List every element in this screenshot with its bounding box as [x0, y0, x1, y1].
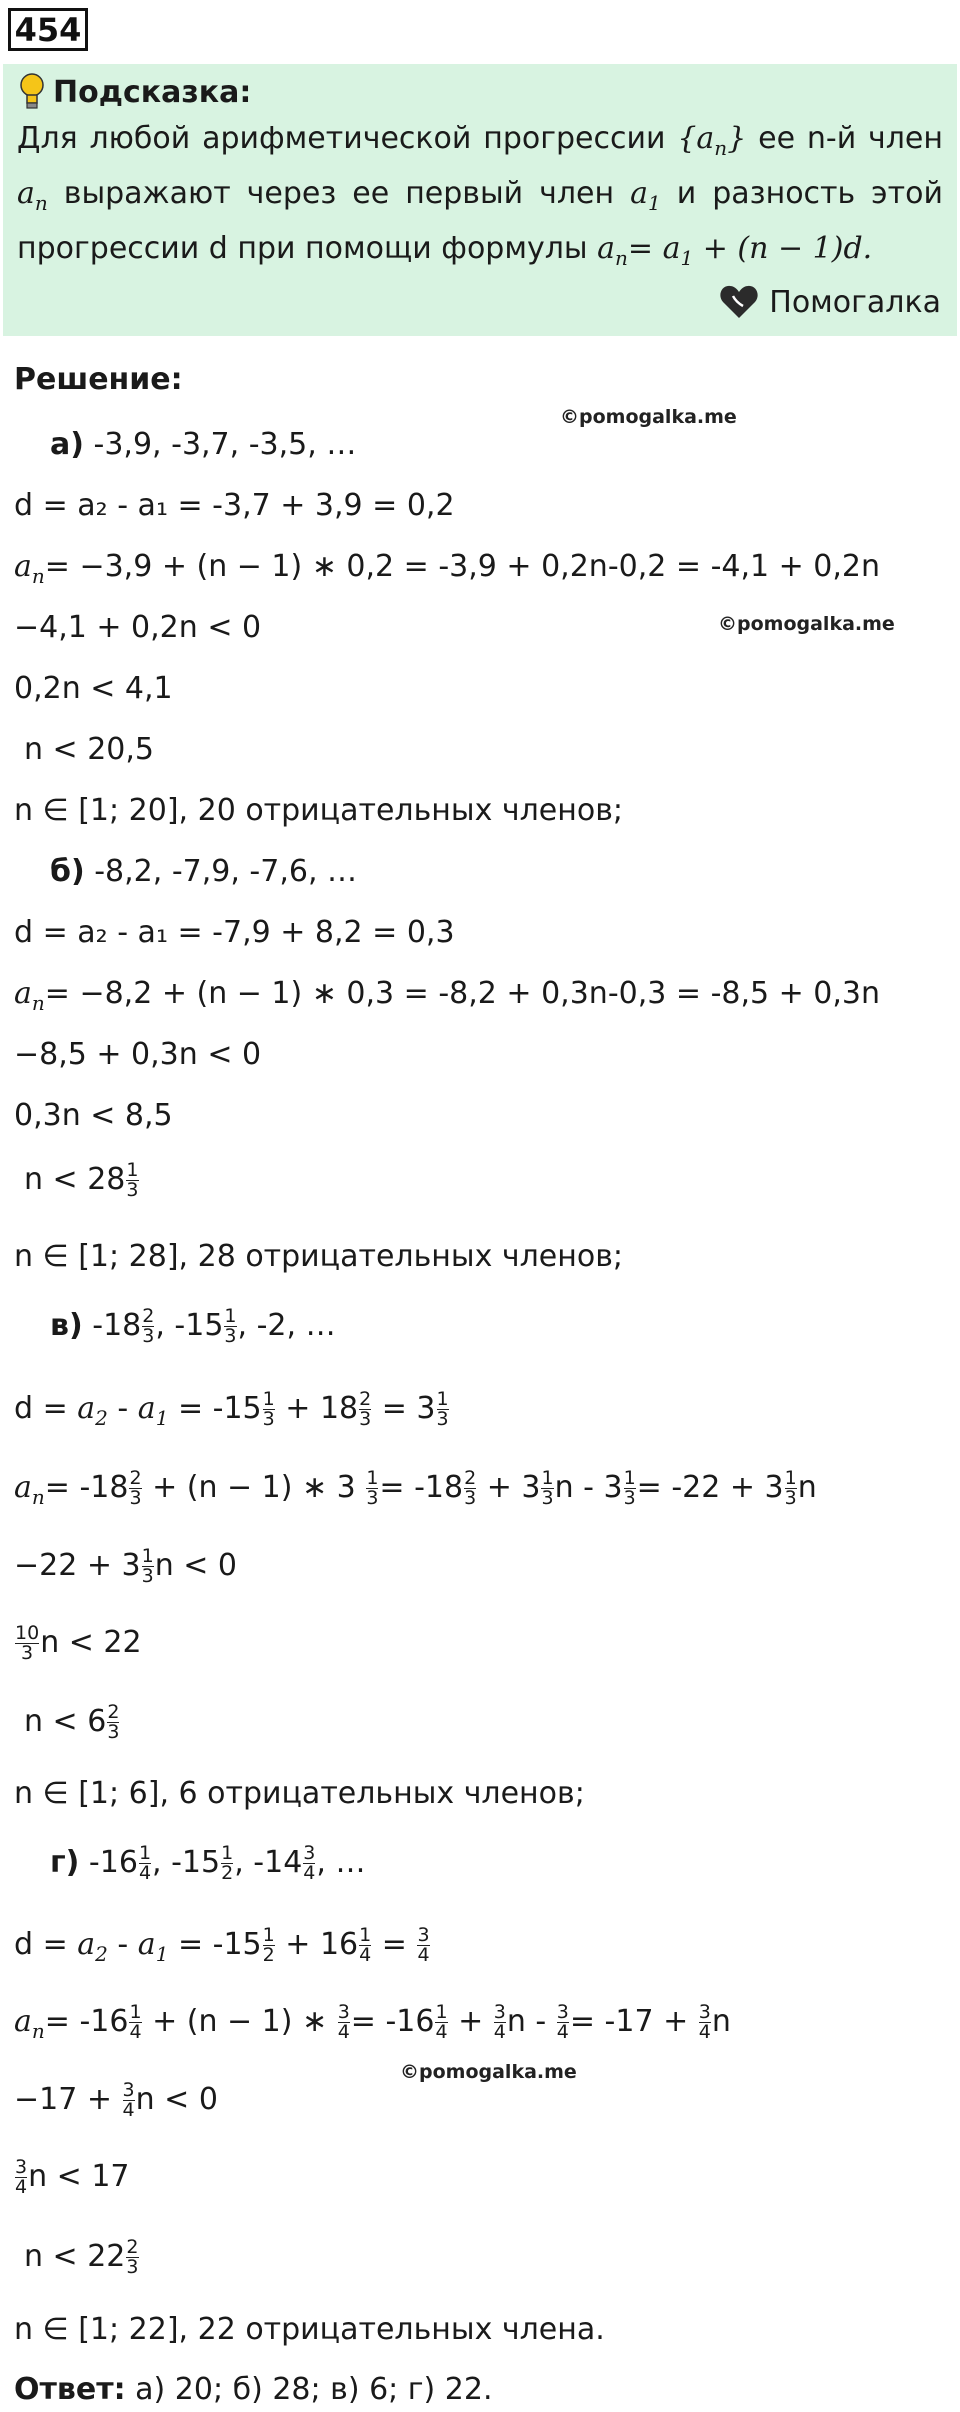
part-v-d: $d = a_2 - a_1 = -15$ $\frac{1}{3}$ + 18 $\frac{2}{3}$ = 3 $\frac{1}{3}$ — [14, 1388, 449, 1430]
part-b-d: d = a₂ - a₁ = -7,9 + 8,2 = 0,3 — [14, 915, 455, 950]
part-a-seq: а) -3,9, -3,7, -3,5, … — [50, 427, 357, 462]
part-a-ineq3: n < 20,5 — [24, 732, 155, 767]
part-v-ineq1: −22 + 3 $\frac{1}{3}$ n < 0 — [14, 1545, 238, 1587]
part-b-result: n ∈ [1; 28], 28 отрицательных членов; — [14, 1239, 623, 1274]
part-b-an: $a_n= -8,2 + (n - 1)$ ∗ 0,3 = -8,2 + 0,3n-0,3 = -8,5 + 0,3n — [14, 976, 881, 1015]
part-v-ineq2: $\frac{10}{3}$ n < 22 — [15, 1622, 142, 1664]
part-g-ineq2: $\frac{3}{4}$ n < 17 — [15, 2156, 130, 2198]
part-g-an: $a_n= -16$ $\frac{1}{4}$ + (n − 1) ∗ $\frac{3}{4}$ = -16 $\frac{1}{4}$ + $\frac{3}{4}$ n - $\frac{3}{4}$ = -17 + $\frac{3}{4}$ n — [14, 2001, 731, 2043]
part-b-ineq1: −8,5 + 0,3n < 0 — [14, 1037, 262, 1072]
watermark: ©pomogalka.me — [718, 613, 895, 635]
part-g-ineq1: −17 + $\frac{3}{4}$ n < 0 — [14, 2079, 218, 2121]
lightbulb-icon — [17, 72, 47, 112]
part-v-ineq3: n < 6 $\frac{2}{3}$ — [24, 1701, 120, 1743]
part-b-ineq2: 0,3n < 8,5 — [14, 1098, 173, 1133]
answer: Ответ: а) 20; б) 28; в) 6; г) 22. — [14, 2372, 493, 2407]
part-a-result: n ∈ [1; 20], 20 отрицательных членов; — [14, 793, 623, 828]
part-a-d: d = a₂ - a₁ = -3,7 + 3,9 = 0,2 — [14, 488, 455, 523]
part-g-ineq3: n < 22 $\frac{2}{3}$ — [24, 2236, 139, 2278]
watermark: ©pomogalka.me — [400, 2061, 577, 2083]
part-a-ineq2: 0,2n < 4,1 — [14, 671, 173, 706]
part-g-d: $d = a_2 - a_1 = -15$ $\frac{1}{2}$ + 16 $\frac{1}{4}$ = $\frac{3}{4}$ — [14, 1924, 430, 1966]
problem-number: 454 — [8, 8, 88, 51]
hint-text: Для любой арифметической прогрессии $\{a_n\}$ ее n-й член $a_n$ выражают через ее первый член $a_1$ и разность этой прогрессии d при помощи формулы $a_n= a_1 + (n - 1)d$. — [17, 121, 943, 270]
part-b-ineq3: n < 28 $\frac{1}{3}$ — [24, 1159, 139, 1201]
part-v-seq: в) -18 $\frac{2}{3}$ , -15 $\frac{1}{3}$ , -2, … — [50, 1305, 336, 1347]
part-g-result: n ∈ [1; 22], 22 отрицательных члена. — [14, 2312, 605, 2347]
brand: Помогалка — [719, 284, 941, 320]
watermark: ©pomogalka.me — [560, 406, 737, 428]
hint-box — [3, 64, 957, 336]
part-b-seq: б) -8,2, -7,9, -7,6, … — [50, 854, 358, 889]
part-a-ineq1: −4,1 + 0,2n < 0 — [14, 610, 262, 645]
part-v-result: n ∈ [1; 6], 6 отрицательных членов; — [14, 1776, 585, 1811]
hint-title: Подсказка: — [17, 72, 943, 112]
part-v-an: $a_n= -18$ $\frac{2}{3}$ + (n − 1) ∗ 3 $\frac{1}{3}$ = -18 $\frac{2}{3}$ + 3 $\frac{1}{3}$ n - 3 $\frac{1}{3}$ = -22 + 3 $\frac{1}{3}$ n — [14, 1467, 817, 1509]
heart-phone-icon — [719, 284, 759, 320]
solution-label: Решение: — [14, 362, 183, 397]
part-g-seq: г) -16 $\frac{1}{4}$ , -15 $\frac{1}{2}$ , -14 $\frac{3}{4}$ , … — [50, 1842, 366, 1884]
part-a-an: $a_n= -3,9 + (n - 1)$ ∗ 0,2 = -3,9 + 0,2n-0,2 = -4,1 + 0,2n — [14, 549, 881, 588]
